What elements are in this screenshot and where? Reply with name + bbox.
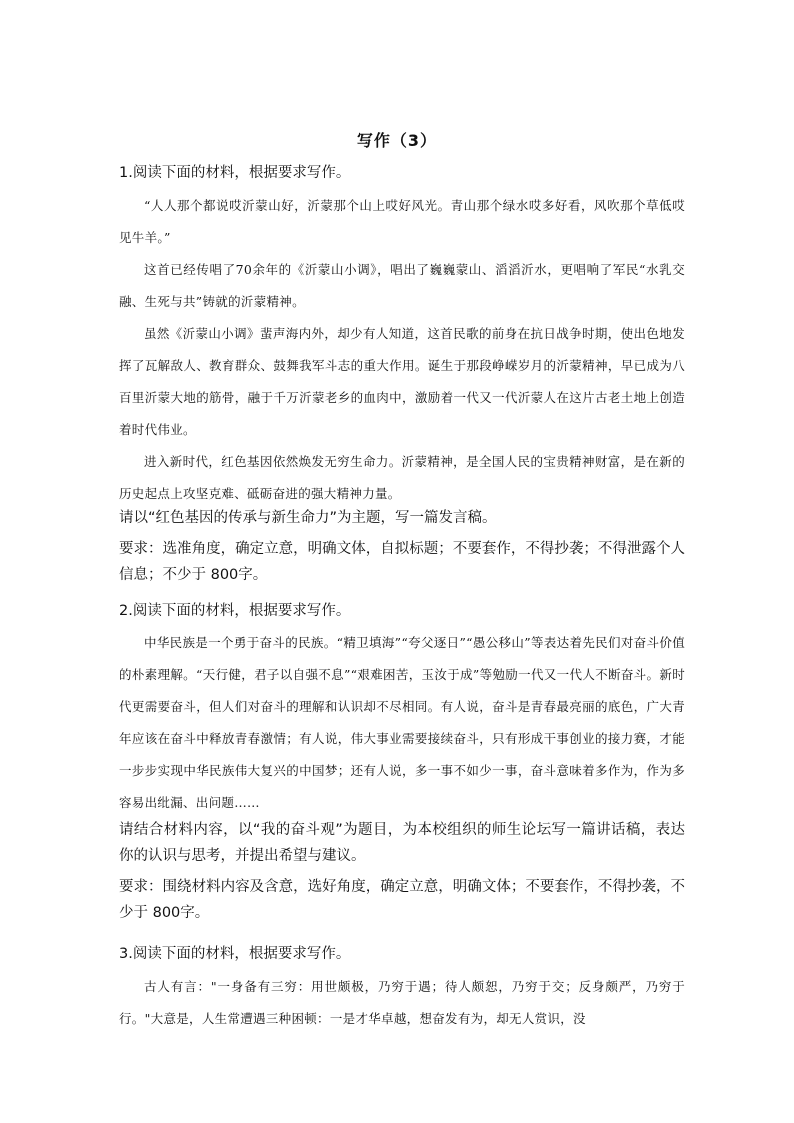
writing-requirement: 要求：围绕材料内容及含意，选好角度，确定立意，明确文体；不要套作，不得抄袭，不少于 800字。 [119, 879, 685, 921]
question-2 [119, 598, 685, 624]
question-1-instructions [119, 505, 685, 588]
question-3-heading: 3.阅读下面的材料，根据要求写作。 [119, 946, 351, 962]
question-2-material [119, 627, 685, 819]
writing-task: 请以“红色基因的传承与新生命力”为主题，写一篇发言稿。 [119, 510, 497, 526]
question-1 [119, 160, 685, 186]
question-3 [119, 941, 685, 967]
material-paragraph: 进入新时代，红色基因依然焕发无穷生命力。沂蒙精神，是全国人民的宝贵精神财富，是在新的历史起点上攻坚克难、砥砺奋进的强大精神力量。 [119, 454, 685, 501]
question-1-material [119, 190, 685, 510]
material-paragraph: “人人那个都说哎沂蒙山好，沂蒙那个山上哎好风光。青山那个绿水哎多好看，风吹那个草低哎见牛羊。” [119, 198, 685, 245]
material-paragraph: 中华民族是一个勇于奋斗的民族。“精卫填海”“夸父逐日”“愚公移山”等表达着先民们对奋斗价值的朴素理解。“天行健，君子以自强不息”“艰难困苦，玉汝于成”等勉励一代又一代人不断奋斗。新时代更需要奋斗，但人们对奋斗的理解和认识却不尽相同。有人说，奋斗是青春最亮丽的底色，广大青年应该在奋斗中释放青春激情；有人说，伟大事业需要接续奋斗，只有形成干事创业的接力赛，才能一步步实现中华民族伟大复兴的中国梦；还有人说，多一事不如少一事，奋斗意味着多作为，作为多容易出纰漏、出问题…… [119, 635, 685, 810]
writing-task: 请结合材料内容，以“我的奋斗观”为题目，为本校组织的师生论坛写一篇讲话稿，表达你的认识与思考，并提出希望与建议。 [119, 822, 685, 864]
material-paragraph: 这首已经传唱了70余年的《沂蒙山小调》，唱出了巍巍蒙山、滔滔沂水，更唱响了军民“水乳交融、生死与共”铸就的沂蒙精神。 [119, 262, 685, 309]
question-2-instructions [119, 817, 685, 926]
question-3-material [119, 971, 685, 1035]
page-title: 写作（3） [356, 131, 438, 150]
material-paragraph: 虽然《沂蒙山小调》蜚声海内外，却少有人知道，这首民歌的前身在抗日战争时期，使出色地发挥了瓦解敌人、教育群众、鼓舞我军斗志的重大作用。诞生于那段峥嵘岁月的沂蒙精神，早已成为八百里沂蒙大地的筋骨，融于千万沂蒙老乡的血肉中，激励着一代又一代沂蒙人在这片古老土地上创造着时代伟业。 [119, 326, 685, 437]
question-2-heading: 2.阅读下面的材料，根据要求写作。 [119, 603, 351, 619]
writing-requirement: 要求：选准角度，确定立意，明确文体，自拟标题；不要套作，不得抄袭；不得泄露个人信息；不少于 800字。 [119, 541, 685, 583]
question-1-heading: 1.阅读下面的材料，根据要求写作。 [119, 165, 351, 181]
material-paragraph: 古人有言："一身备有三穷：用世颇极，乃穷于遇；待人颇恕，乃穷于交；反身颇严，乃穷于行。"大意是，人生常遭遇三种困顿：一是才华卓越，想奋发有为，却无人赏识，没 [119, 979, 685, 1026]
